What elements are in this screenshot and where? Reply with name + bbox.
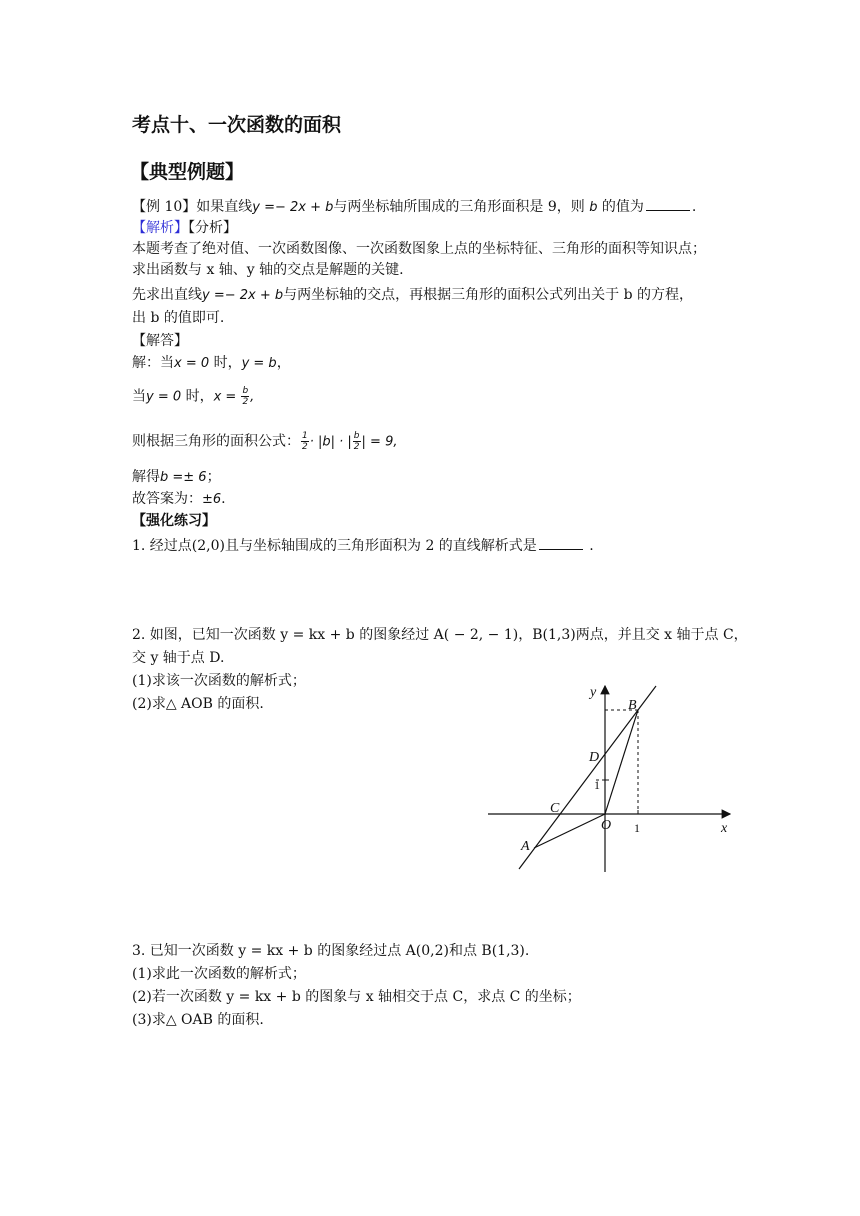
jieda-label: 【解答】 bbox=[132, 333, 188, 349]
x-unit-label: 1 bbox=[634, 821, 640, 835]
y-unit-label: 1 bbox=[594, 778, 600, 792]
analysis-line-2: 求出函数与 x 轴、y 轴的交点是解题的关键. bbox=[132, 262, 404, 278]
example-labels bbox=[132, 218, 237, 238]
page-title: 考点十、一次函数的面积 bbox=[132, 114, 342, 136]
function-line bbox=[519, 686, 656, 869]
segment-ob bbox=[605, 710, 638, 814]
fraction: $\frac{1}{2}$ bbox=[302, 431, 308, 452]
y-axis-label: y bbox=[590, 685, 597, 700]
point-c-label: C bbox=[550, 801, 560, 816]
solution-line-4: 解得b =± 6； bbox=[132, 469, 221, 485]
practice-2-line-2: 交 y 轴于点 D. bbox=[132, 650, 225, 666]
segment-oa bbox=[534, 814, 605, 848]
answer-blank bbox=[539, 537, 583, 550]
practice-2-line-1: 2. 如图，已知一次函数 y = kx + b 的图象经过 A( − 2, − 1)，B(1,3)两点，并且交 x 轴于点 C， bbox=[132, 627, 748, 643]
practice-1: 1. 经过点(2,0)且与坐标轴围成的三角形面积为 2 的直线解析式是 . bbox=[132, 538, 594, 554]
jiexi-label: 【解析】 bbox=[132, 220, 188, 236]
analysis-line-1: 本题考查了绝对值、一次函数图像、一次函数图象上点的坐标特征、三角形的面积等知识点； bbox=[132, 241, 706, 257]
practice-3-line-4: (3)求△ OAB 的面积. bbox=[132, 1012, 264, 1028]
solution-line-3: 则根据三角形的面积公式： $\frac{1}{2}$ · |b| · | $\frac{b}{2}$ | = 9, bbox=[132, 431, 398, 452]
solution-line-2: 当y = 0 时，x = $\frac{b}{2}$ , bbox=[132, 386, 255, 407]
fraction: $\frac{b}{2}$ bbox=[353, 431, 360, 452]
practice-3-line-2: (1)求此一次函数的解析式； bbox=[132, 966, 306, 982]
fraction: $\frac{b}{2}$ bbox=[242, 386, 249, 407]
section-example-heading: 【典型例题】 bbox=[130, 161, 245, 183]
coordinate-figure bbox=[488, 682, 738, 874]
equation: y =− 2x + b bbox=[252, 200, 334, 215]
practice-3-line-1: 3. 已知一次函数 y = kx + b 的图象经过点 A(0,2)和点 B(1,3). bbox=[132, 943, 530, 959]
section-practice-heading: 【强化练习】 bbox=[132, 513, 216, 529]
point-d-label: D bbox=[589, 750, 600, 765]
analysis-line-4: 出 b 的值即可. bbox=[132, 310, 225, 326]
example-tag: 【例 10】 bbox=[132, 199, 197, 215]
answer-blank bbox=[646, 198, 690, 211]
point-b-label: B bbox=[628, 698, 637, 713]
point-a-label: A bbox=[521, 839, 530, 854]
solution-line-1: 解：当x = 0 时，y = b， bbox=[132, 355, 291, 371]
fenxi-label: 【分析】 bbox=[188, 220, 237, 236]
practice-2-line-4: (2)求△ AOB 的面积. bbox=[132, 696, 264, 712]
solution-line-5: 故答案为：±6. bbox=[132, 491, 226, 507]
example-question: 【例 10】如果直线y =− 2x + b与两坐标轴所围成的三角形面积是 9，则 b 的值为 . bbox=[132, 199, 697, 215]
point-o-label: O bbox=[601, 818, 612, 833]
analysis-line-3: 先求出直线y =− 2x + b与两坐标轴的交点，再根据三角形的面积公式列出关于 b 的方程， bbox=[132, 287, 693, 303]
practice-3-line-3: (2)若一次函数 y = kx + b 的图象与 x 轴相交于点 C，求点 C 的坐标； bbox=[132, 989, 581, 1005]
x-axis-label: x bbox=[721, 821, 728, 836]
practice-2-line-3: (1)求该一次函数的解析式； bbox=[132, 673, 306, 689]
